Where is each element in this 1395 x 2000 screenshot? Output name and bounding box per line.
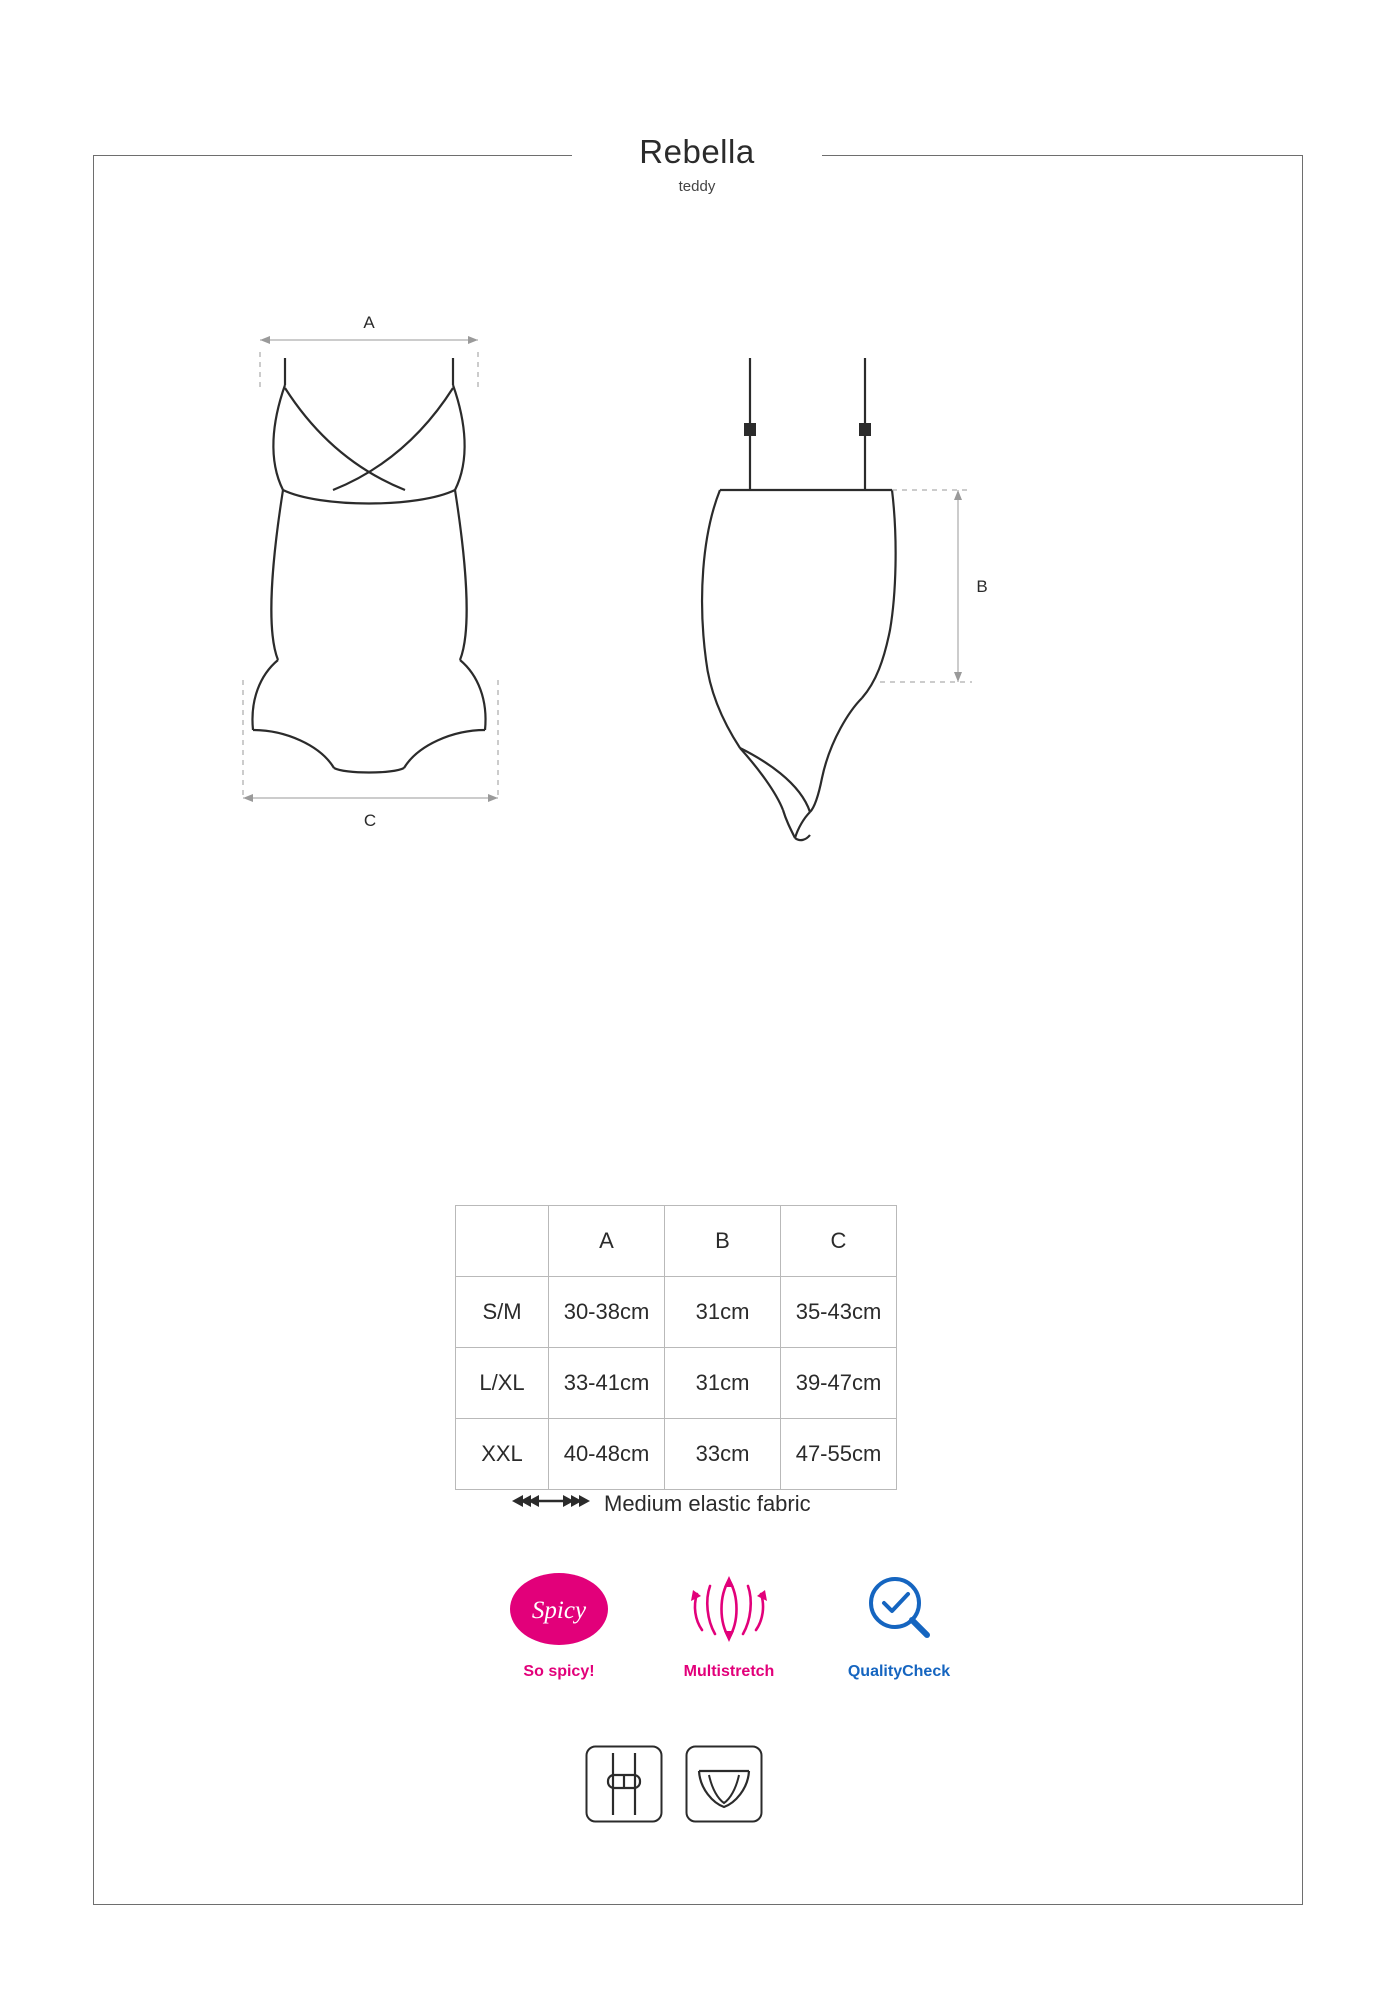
badge-multistretch — [665, 1570, 793, 1681]
label-b: B — [976, 577, 988, 596]
table-row — [456, 1348, 897, 1419]
table-header-c: C — [781, 1206, 897, 1277]
badge-spicy-label: So spicy! — [523, 1663, 595, 1680]
adjustable-straps-icon — [585, 1745, 663, 1828]
front-view-drawing — [252, 358, 485, 773]
care-icons-row — [585, 1745, 763, 1828]
multistretch-icon — [677, 1570, 782, 1648]
badge-quality-check — [835, 1570, 963, 1681]
cell-c: 35-43cm — [781, 1277, 897, 1348]
technical-drawings — [150, 313, 1250, 950]
table-header-size — [456, 1206, 549, 1277]
badge-spicy — [495, 1570, 623, 1681]
title-block — [572, 105, 822, 205]
spicy-icon — [507, 1570, 612, 1648]
dimension-c — [243, 680, 498, 802]
badges-row — [495, 1570, 963, 1681]
cell-c: 47-55cm — [781, 1419, 897, 1490]
double-arrow-icon — [512, 1490, 590, 1518]
dimension-a — [260, 336, 478, 390]
cell-b: 31cm — [665, 1348, 781, 1419]
badge-quality-label: QualityCheck — [847, 1663, 951, 1680]
svg-text:Spicy: Spicy — [531, 1597, 586, 1624]
page-title: Rebella — [639, 133, 755, 170]
cell-b: 31cm — [665, 1277, 781, 1348]
badge-multistretch-label: Multistretch — [683, 1663, 775, 1680]
cell-b: 33cm — [665, 1419, 781, 1490]
label-c: C — [363, 811, 377, 830]
table-header-row — [456, 1206, 897, 1277]
elastic-note — [512, 1490, 811, 1518]
size-table — [455, 1205, 897, 1490]
cell-size: S/M — [456, 1277, 549, 1348]
product-subtitle: teddy — [678, 178, 716, 195]
cell-c: 39-47cm — [781, 1348, 897, 1419]
cell-size: XXL — [456, 1419, 549, 1490]
thong-back-icon — [685, 1745, 763, 1828]
label-a: A — [363, 313, 375, 332]
table-header-b: B — [665, 1206, 781, 1277]
cell-size: L/XL — [456, 1348, 549, 1419]
table-row — [456, 1277, 897, 1348]
side-view-drawing — [702, 358, 896, 840]
cell-a: 33-41cm — [549, 1348, 665, 1419]
table-header-a: A — [549, 1206, 665, 1277]
elastic-note-text: Medium elastic fabric — [604, 1491, 811, 1516]
cell-a: 40-48cm — [549, 1419, 665, 1490]
table-row — [456, 1419, 897, 1490]
cell-a: 30-38cm — [549, 1277, 665, 1348]
quality-check-icon — [847, 1570, 952, 1648]
